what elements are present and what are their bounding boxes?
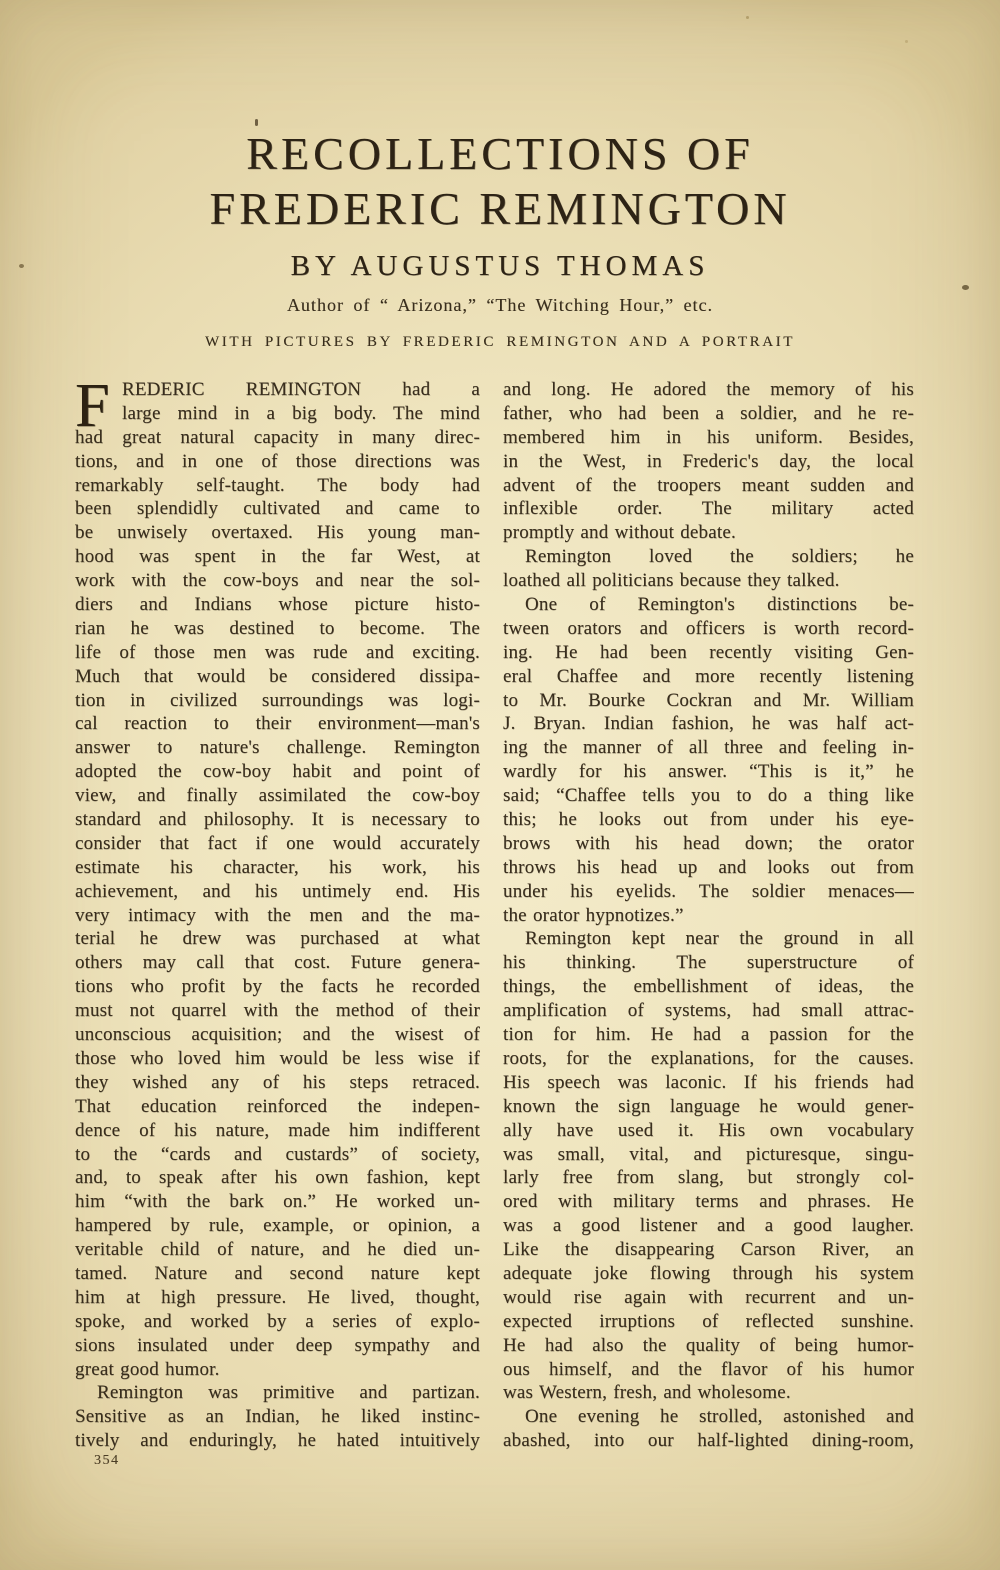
- text-line: to the “cards and custards” of society,: [75, 1143, 480, 1165]
- text-line: Like the disappearing Carson River, an: [503, 1239, 914, 1261]
- text-line: tions who profit by the facts he recorded: [75, 976, 480, 998]
- text-line: wardly for his answer. “This is it,” he: [503, 761, 914, 783]
- text-line: loathed all politicians because they talked.: [503, 570, 840, 592]
- text-line: his thinking. The superstructure of: [503, 952, 914, 974]
- text-line: J. Bryan. Indian fashion, he was half act-: [503, 713, 914, 735]
- text-line: ally have used it. His own vocabulary: [503, 1119, 914, 1141]
- text-line: One evening he strolled, astonished and: [525, 1406, 914, 1428]
- text-line: him at high pressure. He lived, thought,: [75, 1286, 480, 1308]
- byline: BY AUGUSTUS THOMAS: [290, 250, 710, 282]
- paper-speck: [255, 119, 258, 126]
- text-line: adequate joke flowing through his system: [503, 1262, 914, 1284]
- subtitle: WITH PICTURES BY FREDERIC REMINGTON AND A PORTRAIT: [204, 334, 796, 350]
- text-line: had great natural capacity in many direc-: [75, 426, 480, 448]
- text-line: very intimacy with the men and the ma-: [75, 904, 480, 926]
- page-number: 354: [94, 1453, 120, 1468]
- author-credit: Author of “ Arizona,” “The Witching Hour,” etc.: [286, 295, 714, 315]
- text-line: Remington kept near the ground in all: [525, 928, 914, 950]
- text-line: Sensitive as an Indian, he liked instinc-: [75, 1406, 480, 1428]
- text-line: answer to nature's challenge. Remington: [75, 737, 480, 759]
- text-line: ous himself, and the flavor of his humor: [503, 1358, 914, 1380]
- text-line: promptly and without debate.: [503, 522, 736, 544]
- text-line: adopted the cow-boy habit and point of: [75, 761, 480, 783]
- text-line: and, to speak after his own fashion, kept: [75, 1167, 480, 1189]
- text-line: Remington loved the soldiers; he: [525, 546, 914, 568]
- text-line: His speech was laconic. If his friends had: [503, 1071, 914, 1093]
- text-line: REDERIC REMINGTON had a: [122, 379, 480, 400]
- text-line: tion in civilized surroundings was logi-: [75, 689, 480, 711]
- text-line: abashed, into our half-lighted dining-room,: [503, 1430, 914, 1452]
- column-left: [75, 372, 480, 1453]
- text-line: they wished any of his steps retraced.: [75, 1071, 480, 1093]
- text-line: remarkably self-taught. The body had: [75, 474, 480, 496]
- text-line: known the sign language he would gener-: [503, 1095, 914, 1117]
- text-line: He had also the quality of being humor-: [503, 1334, 914, 1356]
- text-line: the orator hypnotizes.”: [503, 904, 684, 926]
- text-line: amplification of systems, had small attrac-: [503, 1000, 914, 1022]
- text-line: inflexible order. The military acted: [503, 498, 914, 520]
- text-line: spoke, and worked by a series of explo-: [75, 1310, 480, 1332]
- text-line: throws his head up and looks out from: [503, 856, 914, 878]
- text-line: eral Chaffee and more recently listening: [503, 665, 914, 687]
- text-line: roots, for the explanations, for the causes.: [503, 1047, 914, 1069]
- text-line: and long. He adored the memory of his: [503, 379, 914, 400]
- text-line: those who loved him would be less wise if: [75, 1047, 480, 1069]
- text-line: this; he looks out from under his eye-: [503, 809, 914, 831]
- text-line: standard and philosophy. It is necessary to: [75, 809, 480, 831]
- text-line: diers and Indians whose picture histo-: [75, 594, 480, 616]
- text-line: Remington was primitive and partizan.: [97, 1382, 480, 1404]
- text-line: cal reaction to their environment—man's: [75, 713, 480, 735]
- text-line: large mind in a big body. The mind: [122, 402, 480, 424]
- text-line: tamed. Nature and second nature kept: [75, 1262, 480, 1284]
- article-title-line2: FREDERIC REMINGTON: [209, 183, 791, 234]
- text-line: ored with military terms and phrases. He: [503, 1191, 914, 1213]
- text-line: great good humor.: [75, 1358, 220, 1380]
- text-line: be unwisely overtaxed. His young man-: [75, 522, 480, 544]
- text-line: estimate his character, his work, his: [75, 856, 480, 878]
- drop-cap: F: [75, 372, 110, 440]
- text-line: tions, and in one of those directions was: [75, 450, 480, 472]
- text-line: was a good listener and a good laugher.: [503, 1215, 914, 1237]
- text-line: been splendidly cultivated and came to: [75, 498, 480, 520]
- text-line: was Western, fresh, and wholesome.: [503, 1382, 791, 1404]
- text-line: in the West, in Frederic's day, the local: [503, 450, 914, 472]
- text-line: must not quarrel with the method of their: [75, 1000, 480, 1022]
- text-line: would rise again with recurrent and un-: [503, 1286, 914, 1308]
- text-line: expected irruptions of reflected sunshine.: [503, 1310, 914, 1332]
- paper-speck: [746, 16, 749, 19]
- text-line: hood was spent in the far West, at: [75, 546, 480, 568]
- text-line: membered him in his uniform. Besides,: [503, 426, 914, 448]
- text-line: hampered by rule, example, or opinion, a: [75, 1215, 480, 1237]
- text-line: him “with the bark on.” He worked un-: [75, 1191, 480, 1213]
- text-line: rian he was destined to become. The: [75, 617, 480, 639]
- text-line: larly free from slang, but strongly col-: [503, 1167, 914, 1189]
- text-line: others may call that cost. Future genera-: [75, 952, 480, 974]
- text-line: under his eyelids. The soldier menaces—: [503, 880, 914, 902]
- text-line: tion for him. He had a passion for the: [503, 1024, 914, 1046]
- text-line: tively and enduringly, he hated intuitively: [75, 1430, 480, 1452]
- column-right: [503, 378, 914, 1453]
- paper-speck: [905, 40, 908, 43]
- text-line: brows with his head down; the orator: [503, 832, 914, 854]
- text-line: dence of his nature, made him indifferent: [75, 1119, 480, 1141]
- text-line: One of Remington's distinctions be-: [525, 594, 914, 616]
- text-line: work with the cow-boys and near the sol-: [75, 570, 480, 592]
- text-line: advent of the troopers meant sudden and: [503, 474, 914, 496]
- text-line: to Mr. Bourke Cockran and Mr. William: [503, 689, 914, 711]
- text-line: consider that fact if one would accurately: [75, 832, 480, 854]
- text-line: Much that would be considered dissipa-: [75, 665, 480, 687]
- text-line: view, and finally assimilated the cow-boy: [75, 785, 480, 807]
- text-line: sions insulated under deep sympathy and: [75, 1334, 480, 1356]
- text-line: said; “Chaffee tells you to do a thing like: [503, 785, 914, 807]
- text-line: ing the manner of all three and feeling in-: [503, 737, 914, 759]
- text-line: ing. He had been recently visiting Gen-: [503, 641, 914, 663]
- text-line: father, who had been a soldier, and he re-: [503, 402, 914, 424]
- text-line: achievement, and his untimely end. His: [75, 880, 480, 902]
- text-line: That education reinforced the indepen-: [75, 1095, 480, 1117]
- text-line: was small, vital, and picturesque, singu-: [503, 1143, 914, 1165]
- article-title-line1: RECOLLECTIONS OF: [246, 128, 754, 179]
- paper-speck: [962, 285, 969, 290]
- text-line: veritable child of nature, and he died un-: [75, 1239, 480, 1261]
- text-line: terial he drew was purchased at what: [75, 928, 480, 950]
- text-line: life of those men was rude and exciting.: [75, 641, 480, 663]
- text-line: things, the embellishment of ideas, the: [503, 976, 914, 998]
- text-line: unconscious acquisition; and the wisest of: [75, 1024, 480, 1046]
- text-line: tween orators and officers is worth record-: [503, 617, 914, 639]
